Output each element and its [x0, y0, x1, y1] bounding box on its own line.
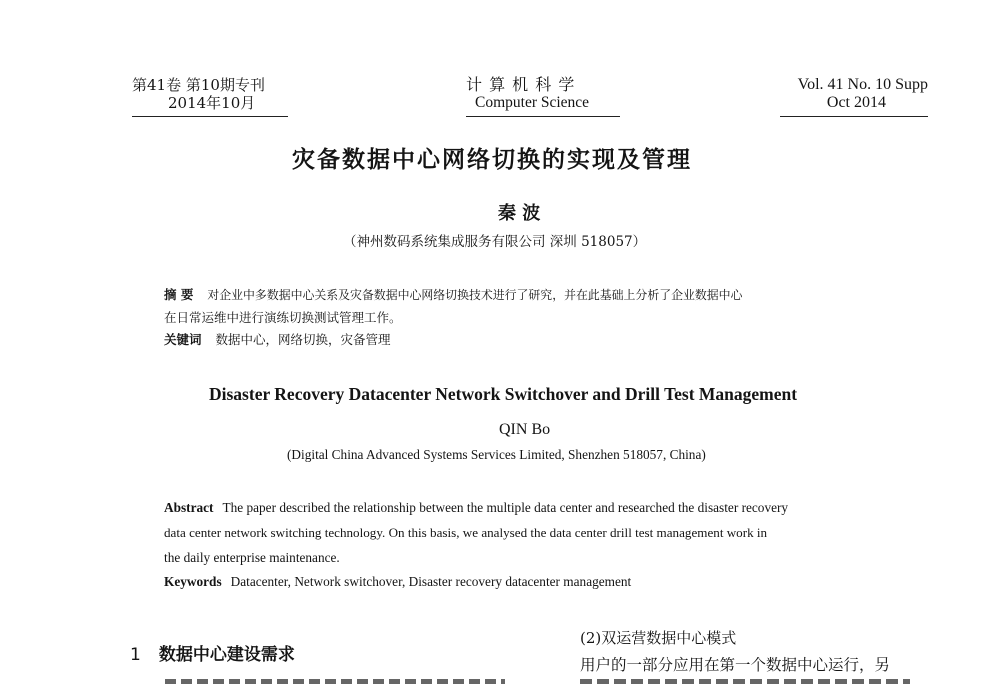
section-1-number: 1	[130, 645, 141, 665]
abstract-en-line1	[164, 500, 788, 516]
section-1-title: 数据中心建设需求	[158, 645, 295, 665]
right-column-text-fragment	[580, 679, 910, 684]
keywords-en	[164, 574, 631, 590]
abstract-en-text-3: the daily enterprise maintenance.	[164, 550, 340, 565]
header-volume-en: Vol. 41 No. 10 Supp	[797, 76, 928, 93]
left-column-text-fragment	[165, 679, 505, 684]
subheading-dual-datacenter: (2)双运营数据中心模式	[580, 629, 737, 647]
abstract-en-label: Abstract	[164, 500, 214, 515]
author-en: QIN Bo	[499, 421, 551, 438]
abstract-cn-label: 摘 要	[164, 287, 194, 302]
header-journal-cn: 计 算 机 科 学	[466, 75, 576, 94]
abstract-cn-line1	[164, 285, 742, 303]
abstract-cn-text-2: 在日常运维中进行演练切换测试管理工作。	[164, 310, 402, 325]
section-1-heading	[130, 640, 295, 665]
abstract-en-text-1: The paper described the relationship between the multiple data center and researched the disaster recovery	[222, 500, 789, 515]
right-column-line1: 用户的一部分应用在第一个数据中心运行，另	[580, 656, 891, 674]
keywords-en-label: Keywords	[164, 574, 222, 589]
header-journal-en: Computer Science	[475, 94, 590, 111]
author-cn: 秦 波	[498, 203, 541, 224]
header-date-cn: 2014年10月	[168, 94, 256, 112]
abstract-en-text-2: data center network switching technology. On this basis, we analysed the data center drill test management work in	[164, 525, 768, 540]
header-volume-issue: 第41卷 第10期专刊	[132, 76, 265, 94]
keywords-cn	[164, 330, 391, 348]
header-rule-left	[132, 116, 288, 117]
header-rule-center	[466, 116, 620, 117]
abstract-cn-text-1: 对企业中多数据中心关系及灾备数据中心网络切换技术进行了研究，并在此基础上分析了企业数据中心	[207, 288, 743, 302]
header-rule-right	[780, 116, 928, 117]
keywords-cn-text: 数据中心，网络切换，灾备管理	[215, 332, 391, 347]
affiliation-cn: （神州数码系统集成服务有限公司 深圳 518057）	[343, 234, 647, 250]
paper-title-cn: 灾备数据中心网络切换的实现及管理	[292, 147, 692, 173]
affiliation-en: (Digital China Advanced Systems Services Limited, Shenzhen 518057, China)	[287, 447, 706, 462]
paper-title-en: Disaster Recovery Datacenter Network Switchover and Drill Test Management	[209, 384, 798, 404]
header-date-en: Oct 2014	[826, 94, 886, 111]
keywords-en-text: Datacenter, Network switchover, Disaster recovery datacenter management	[230, 574, 632, 589]
keywords-cn-label: 关键词	[164, 332, 202, 347]
